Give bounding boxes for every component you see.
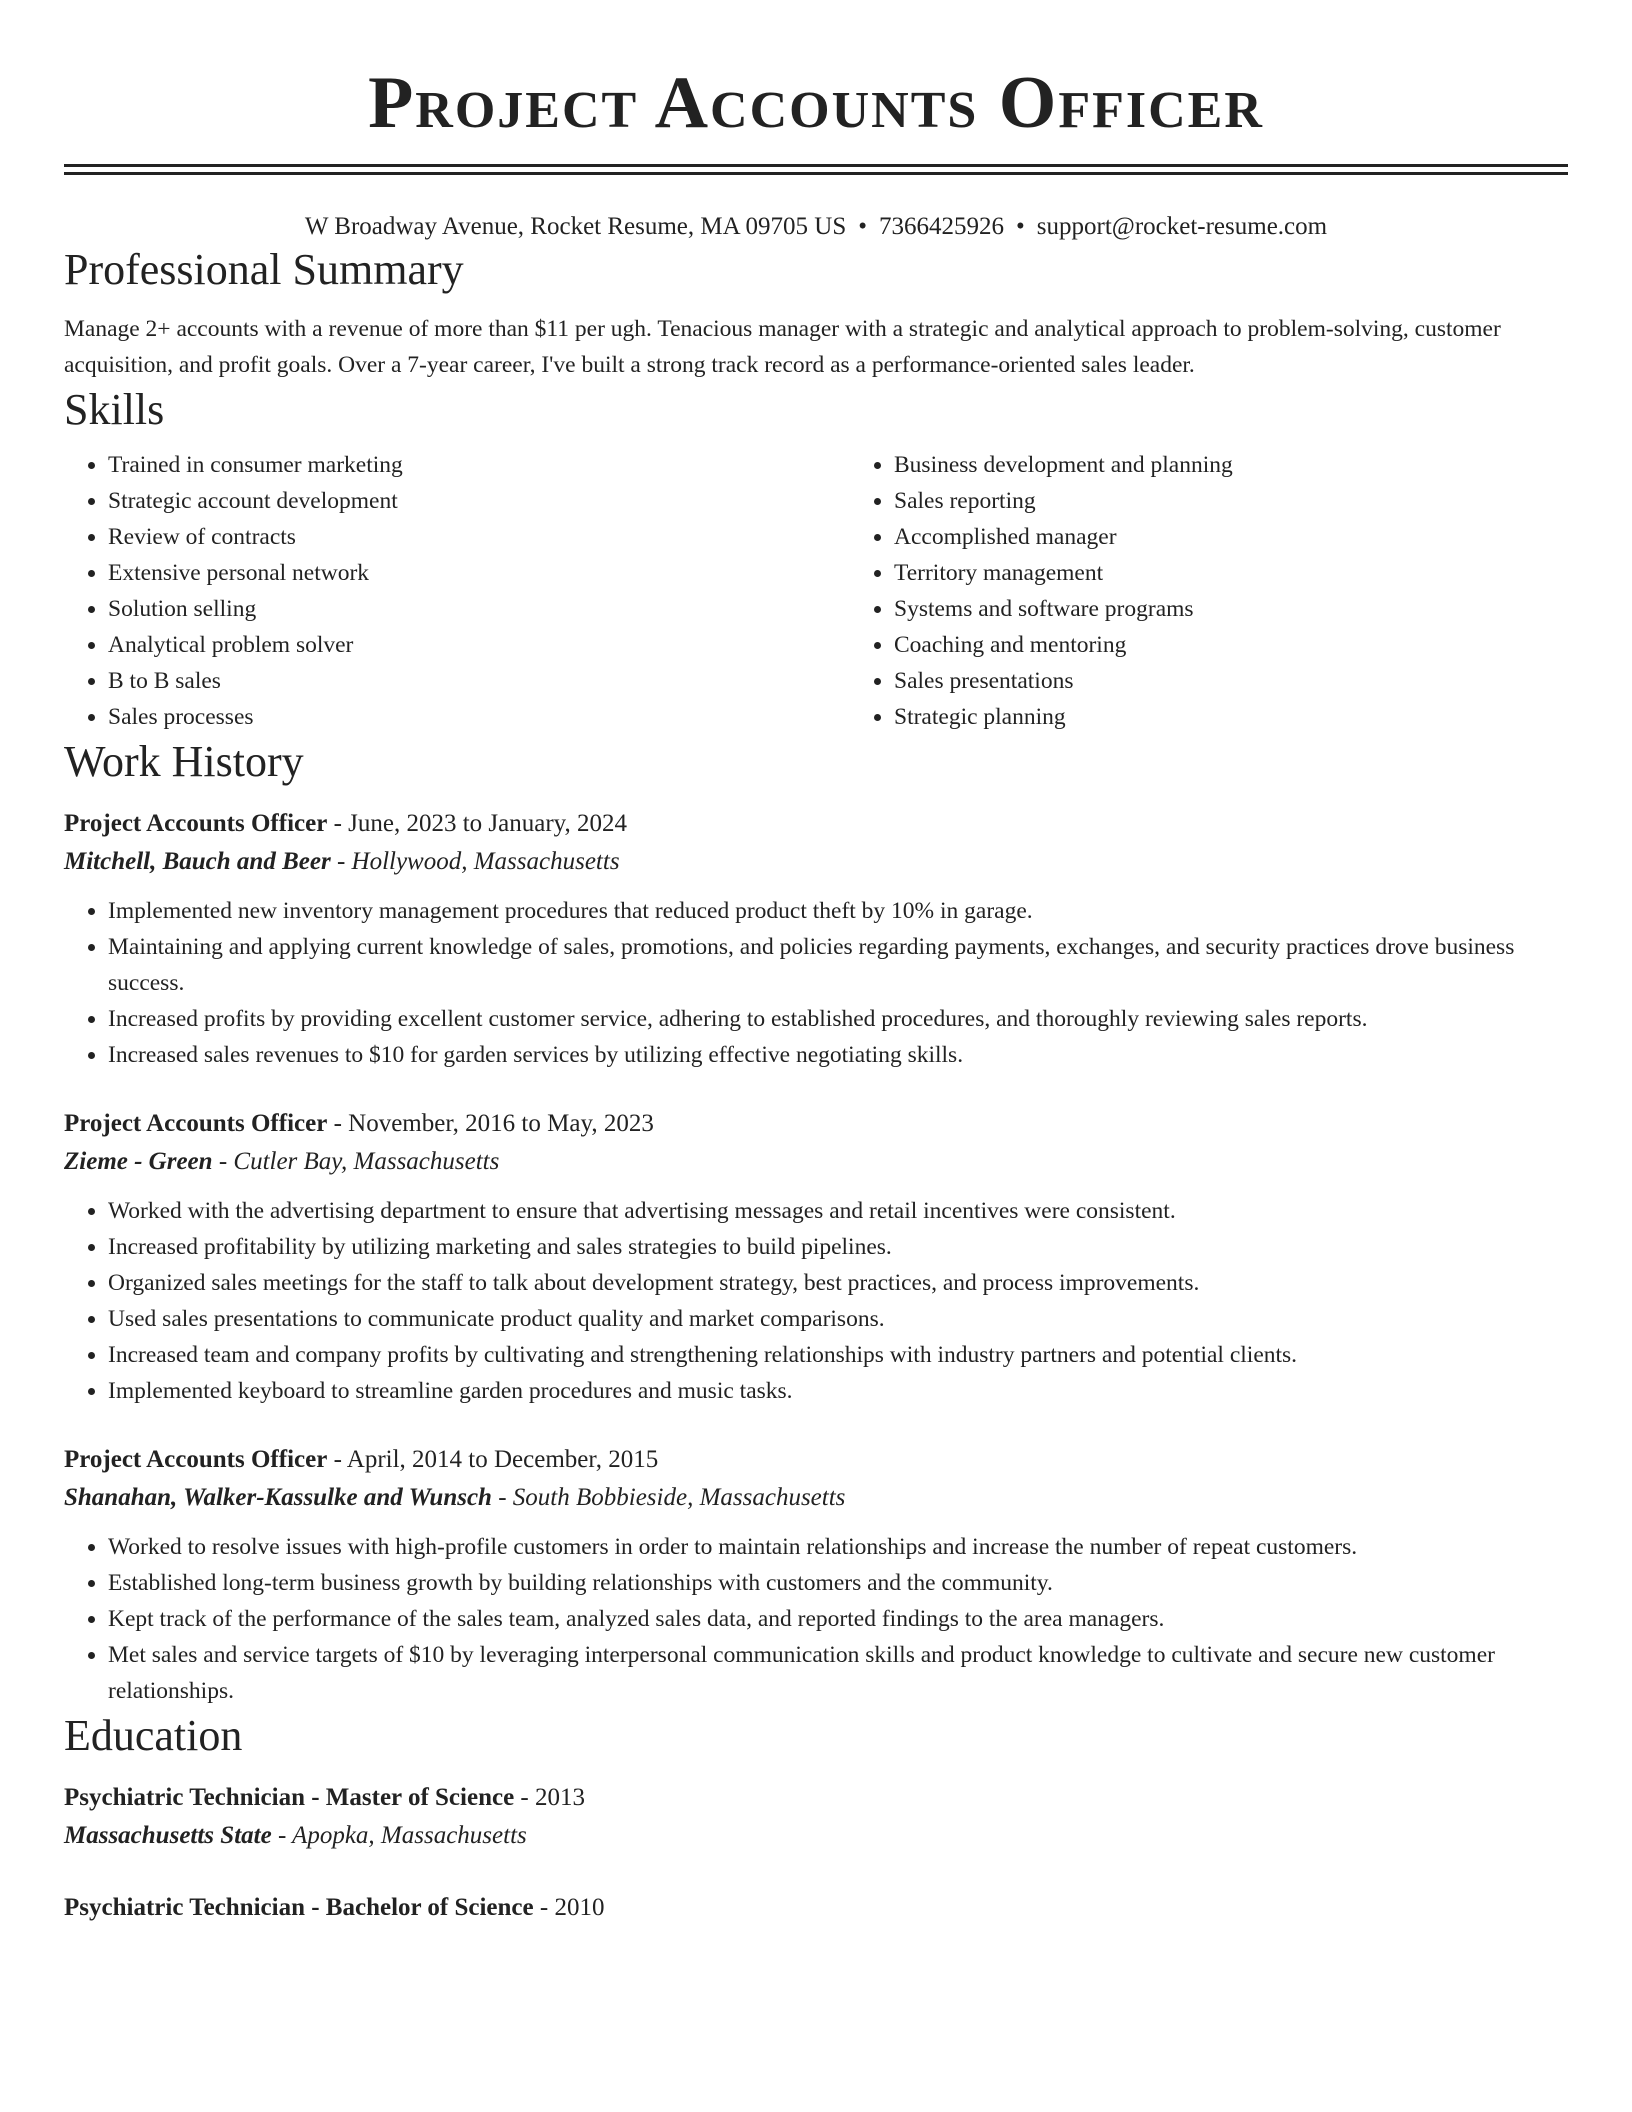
job-bullet: • Implemented new inventory management procedures that reduced product theft by 10% in garage. xyxy=(108,893,1568,929)
contact-email: support@rocket-resume.com xyxy=(1036,213,1328,240)
skill-item: • Sales reporting xyxy=(894,483,1632,519)
skill-item: • Business development and planning xyxy=(894,447,1632,483)
skill-item: • B to B sales xyxy=(108,663,850,699)
education-degree-line xyxy=(64,1889,1568,1927)
skills-list-right xyxy=(850,447,1632,735)
education-entry xyxy=(64,1779,1568,1855)
job-dates: - June, 2023 to January, 2024 xyxy=(327,810,628,837)
job-bullet: • Increased profits by providing excellent customer service, adhering to established procedures, and thoroughly reviewing sales reports. xyxy=(108,1001,1568,1037)
job-title-line xyxy=(64,1105,1568,1143)
job-title-line xyxy=(64,1441,1568,1479)
job-dates: - November, 2016 to May, 2023 xyxy=(327,1110,654,1137)
education-degree-line xyxy=(64,1779,1568,1817)
header-rule-top xyxy=(64,164,1568,167)
skills-list-left xyxy=(64,447,850,735)
education-degree: Psychiatric Technician - Bachelor of Science xyxy=(64,1894,534,1921)
job-bullets xyxy=(64,893,1568,1073)
education-year: - 2010 xyxy=(533,1894,605,1921)
summary-heading: Professional Summary xyxy=(64,245,464,294)
skill-item: • Extensive personal network xyxy=(108,555,850,591)
contact-line xyxy=(64,211,1568,243)
skill-item: • Analytical problem solver xyxy=(108,627,850,663)
job-bullets xyxy=(64,1193,1568,1409)
job-entry xyxy=(64,1105,1568,1409)
skill-item: • Trained in consumer marketing xyxy=(108,447,850,483)
contact-phone: 7366425926 xyxy=(879,213,1005,240)
education-school-line xyxy=(64,1817,1568,1855)
job-bullet: • Met sales and service targets of $10 by leveraging interpersonal communication skills and product knowledge to cultivate and secure new customer relationships. xyxy=(108,1637,1568,1709)
education-school: Massachusetts State xyxy=(64,1822,272,1849)
skills-columns xyxy=(64,447,1568,735)
job-bullet: • Used sales presentations to communicate product quality and market comparisons. xyxy=(108,1301,1568,1337)
skill-item: • Strategic planning xyxy=(894,699,1632,735)
job-title: Project Accounts Officer xyxy=(64,1446,328,1473)
job-bullet: • Established long-term business growth by building relationships with customers and the community. xyxy=(108,1565,1568,1601)
education-entry xyxy=(64,1889,1568,1927)
summary-text: Manage 2+ accounts with a revenue of more than $11 per ugh. Tenacious manager with a strategic and analytical approach to problem-solving, customer acquisition, and profit goals. Over a 7-year career, I've built a strong track record as a performance-oriented sales leader. xyxy=(64,316,1501,378)
job-bullet: • Increased sales revenues to $10 for garden services by utilizing effective negotiating skills. xyxy=(108,1037,1568,1073)
job-dates: - April, 2014 to December, 2015 xyxy=(327,1446,659,1473)
work-history-heading: Work History xyxy=(64,737,304,786)
skill-item: • Sales presentations xyxy=(894,663,1632,699)
job-location: - South Bobbieside, Massachusetts xyxy=(491,1484,846,1511)
skill-item: • Systems and software programs xyxy=(894,591,1632,627)
education-year: - 2013 xyxy=(514,1784,585,1811)
education-location: - Apopka, Massachusetts xyxy=(271,1822,527,1849)
header-rule-bottom xyxy=(64,172,1568,175)
job-title: Project Accounts Officer xyxy=(64,810,328,837)
education-heading: Education xyxy=(64,1711,243,1760)
skills-heading: Skills xyxy=(64,385,165,434)
job-bullet: • Increased team and company profits by cultivating and strengthening relationships with industry partners and potential clients. xyxy=(108,1337,1568,1373)
job-entry xyxy=(64,1441,1568,1709)
job-company-line xyxy=(64,1143,1568,1181)
job-bullet: • Worked to resolve issues with high-profile customers in order to maintain relationships and increase the number of repeat customers. xyxy=(108,1529,1568,1565)
job-location: - Hollywood, Massachusetts xyxy=(330,848,620,875)
job-bullets xyxy=(64,1529,1568,1709)
education-degree: Psychiatric Technician - Master of Science xyxy=(64,1784,515,1811)
job-bullet: • Implemented keyboard to streamline garden procedures and music tasks. xyxy=(108,1373,1568,1409)
job-bullet: • Worked with the advertising department to ensure that advertising messages and retail incentives were consistent. xyxy=(108,1193,1568,1229)
job-location: - Cutler Bay, Massachusetts xyxy=(212,1148,500,1175)
job-entry xyxy=(64,805,1568,1073)
job-title: Project Accounts Officer xyxy=(64,1110,328,1137)
skill-item: • Strategic account development xyxy=(108,483,850,519)
skill-item: • Sales processes xyxy=(108,699,850,735)
job-bullet: • Organized sales meetings for the staff to talk about development strategy, best practices, and process improvements. xyxy=(108,1265,1568,1301)
job-title-line xyxy=(64,805,1568,843)
contact-separator: • xyxy=(1016,213,1025,240)
job-bullet: • Increased profitability by utilizing marketing and sales strategies to build pipelines. xyxy=(108,1229,1568,1265)
job-company: Shanahan, Walker-Kassulke and Wunsch xyxy=(64,1484,492,1511)
skill-item: • Review of contracts xyxy=(108,519,850,555)
contact-address: W Broadway Avenue, Rocket Resume, MA 09705 US xyxy=(304,213,847,240)
job-company: Mitchell, Bauch and Beer xyxy=(64,848,331,875)
job-bullet: • Kept track of the performance of the sales team, analyzed sales data, and reported findings to the area managers. xyxy=(108,1601,1568,1637)
job-company: Zieme - Green xyxy=(64,1148,213,1175)
job-company-line xyxy=(64,1479,1568,1517)
skill-item: • Coaching and mentoring xyxy=(894,627,1632,663)
job-bullet: • Maintaining and applying current knowledge of sales, promotions, and policies regarding payments, exchanges, and security practices drove business success. xyxy=(108,929,1568,1001)
contact-separator: • xyxy=(858,213,868,240)
skill-item: • Territory management xyxy=(894,555,1632,591)
job-company-line xyxy=(64,843,1568,881)
skill-item: • Accomplished manager xyxy=(894,519,1632,555)
resume-name: Project Accounts Officer xyxy=(368,62,1264,144)
skill-item: • Solution selling xyxy=(108,591,850,627)
